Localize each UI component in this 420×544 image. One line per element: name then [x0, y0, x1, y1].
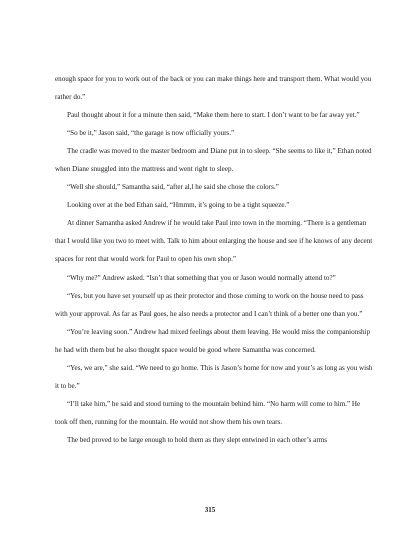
paragraph: “Why me?” Andrew asked. “Isn’t that something that you or Jason would normally attend to?”	[67, 273, 336, 282]
paragraph: “Well she should,” Samantha said, “after al,l he said she chose the colors.”	[67, 183, 279, 192]
paragraph: The cradle was moved to the master bedroom and Diane put in to sleep. “She seems to like it,” Ethan noted when Diane snuggled into the mattress and went right to sleep.	[55, 147, 372, 174]
body-text	[55, 70, 373, 449]
paragraph: “You’re leaving soon.” Andrew had mixed feelings about them leaving. He would miss the companionship he had with them but he also thought space would be good where Samantha was concerned.	[55, 327, 371, 354]
paragraph-continuation: enough space for you to work out of the back or you can make things here and transport them. What would you rather do.”	[55, 75, 372, 102]
paragraph: “Yes, we are,” she said. “We need to go home. This is Jason’s home for now and your’s as long as you wish it to be.”	[55, 363, 373, 390]
paragraph: At dinner Samantha asked Andrew if he would take Paul into town in the morning. “There is a gentleman that I would like you two to meet with. Talk to him about enlarging the house and see if he knows of any decent spaces for rent that would work for Paul to open his own shop.”	[55, 219, 373, 264]
paragraph: Looking over at the bed Ethan said, “Hmmm, it’s going to be a tight squeeze.”	[67, 201, 290, 210]
paragraph: Paul thought about it for a minute then said, “Make them here to start. I don’t want to be far away yet.”	[67, 111, 360, 120]
paragraph: “Yes, but you have set yourself up as their protector and those coming to work on the house need to pass with your approval. As far as Paul goes, he also needs a protector and I can’t think of a better one than you.”	[55, 291, 364, 318]
paragraph: “So be it,” Jason said, “the garage is now officially yours.”	[67, 129, 235, 138]
page-number: 315	[204, 506, 216, 514]
paragraph: The bed proved to be large enough to hold them as they slept entwined in each other’s arms	[67, 435, 327, 444]
paragraph: “I’ll take him,” he said and stood turning to the mountain behind him. “No harm will come to him.” He took off then, running for the mountain. He would not show them his own tears.	[55, 399, 361, 426]
